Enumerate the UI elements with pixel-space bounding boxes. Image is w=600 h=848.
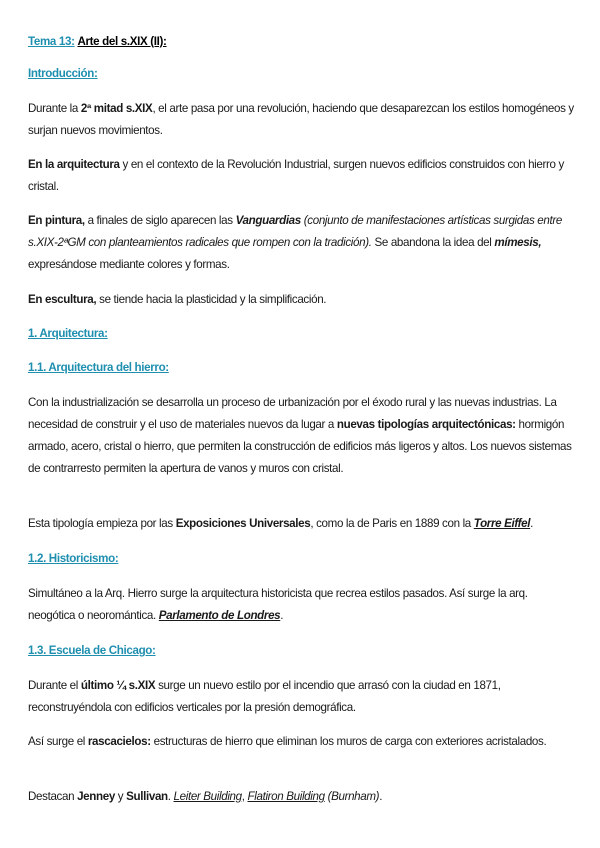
text-run: , como la de Paris en 1889 con la: [310, 517, 474, 530]
tema-title: Arte del s.XIX (II):: [77, 35, 167, 48]
text-run: Con la industrialización se desarrolla un proceso de urbanización por el éxodo rural y las nuevas industrias. La necesidad de construir y el uso de materiales nuevos da lugar a: [28, 396, 557, 431]
text-run: se tiende hacia la plasticidad y la simplificación.: [96, 293, 327, 306]
text-run: Esta tipología empieza por las: [28, 517, 176, 530]
bold-run: rascacielos:: [87, 735, 151, 748]
bold-run: nuevas tipologías arquitectónicas:: [336, 418, 516, 431]
hierro-paragraph-1: [28, 392, 576, 480]
text-run: expresándose mediante colores y formas.: [28, 258, 230, 271]
bold-italic-underlined-run: Parlamento de Londres: [158, 609, 281, 622]
text-run: .: [280, 609, 284, 622]
section-heading-text: 1. Arquitectura:: [28, 327, 108, 340]
text-run: , el arte pasa por una revolución, haciendo que desaparezcan los estilos homogéneos y surjan nuevos movimientos.: [28, 102, 574, 137]
text-run: .: [167, 790, 174, 803]
text-run: ,: [241, 790, 248, 803]
text-run: Durante la: [28, 102, 81, 115]
chicago-paragraph-2: [28, 731, 576, 753]
subsection-heading-text: 1.2. Historicismo:: [28, 552, 119, 565]
text-run: Destacan: [28, 790, 78, 803]
chicago-paragraph-1: [28, 675, 576, 719]
text-run: y en el contexto de la Revolución Industrial, surgen nuevos edificios construidos con hierro y cristal.: [28, 158, 564, 193]
subsection-heading-hierro: [28, 357, 576, 379]
intro-paragraph-3: [28, 210, 576, 276]
text-run: y: [114, 790, 127, 803]
italic-underlined-run: Leiter Building: [173, 790, 242, 803]
bold-run: En pintura,: [28, 214, 85, 227]
text-run: estructuras de hierro que eliminan los muros de carga con exteriores acristalados.: [150, 735, 547, 748]
text-run: .: [530, 517, 534, 530]
italic-run: (Burnham): [324, 790, 380, 803]
intro-paragraph-2: [28, 154, 576, 198]
intro-heading: [28, 63, 576, 85]
hierro-paragraph-2: [28, 513, 576, 535]
bold-run: En la arquitectura: [28, 158, 120, 171]
text-run: Así surge el: [28, 735, 88, 748]
text-run: Se abandona la idea del: [371, 236, 495, 249]
bold-italic-underlined-run: Torre Eiffel: [473, 517, 531, 530]
document-title: [28, 31, 576, 53]
bold-italic-run: Vanguardias: [235, 214, 301, 227]
section-heading-arquitectura: [28, 323, 576, 345]
bold-run: Exposiciones Universales: [175, 517, 311, 530]
bold-run: último ¼ s.XIX: [80, 679, 156, 692]
tema-label: Tema 13:: [28, 35, 75, 48]
text-run: hormigón armado, acero, cristal o hierro, que permiten la construcción de edificios más ligeros y altos. Los nuevos sistemas de contrarresto permiten la apertura de vanos y muros con cristal.: [28, 418, 572, 475]
bold-run: Jenney: [77, 790, 115, 803]
intro-paragraph-4: [28, 289, 576, 311]
bold-italic-run: mímesis,: [494, 236, 542, 249]
text-run: a finales de siglo aparecen las: [84, 214, 236, 227]
intro-heading-text: Introducción:: [28, 67, 98, 80]
chicago-paragraph-3: [28, 786, 576, 808]
historicismo-paragraph-1: [28, 583, 576, 627]
text-run: surge un nuevo estilo por el incendio que arrasó con la ciudad en 1871, reconstruyéndola con edificios verticales por la presión demográfica.: [28, 679, 501, 714]
text-run: .: [379, 790, 383, 803]
subsection-heading-historicismo: [28, 548, 576, 570]
subsection-heading-text: 1.3. Escuela de Chicago:: [28, 644, 156, 657]
text-run: Durante el: [28, 679, 81, 692]
subsection-heading-text: 1.1. Arquitectura del hierro:: [28, 361, 169, 374]
bold-run: En escultura,: [28, 293, 97, 306]
italic-underlined-run: Flatiron Building: [247, 790, 325, 803]
subsection-heading-chicago: [28, 640, 576, 662]
italic-run: (conjunto de manifestaciones artísticas surgidas entre s.XIX-2ªGM con planteamientos radicales que rompen con la tradición).: [28, 214, 562, 249]
intro-paragraph-1: [28, 98, 576, 142]
bold-run: Sullivan: [126, 790, 168, 803]
text-run: Simultáneo a la Arq. Hierro surge la arquitectura historicista que recrea estilos pasados. Así surge la arq. neogótica o neoromántica.: [28, 587, 528, 622]
bold-run: 2ª mitad s.XIX: [80, 102, 153, 115]
